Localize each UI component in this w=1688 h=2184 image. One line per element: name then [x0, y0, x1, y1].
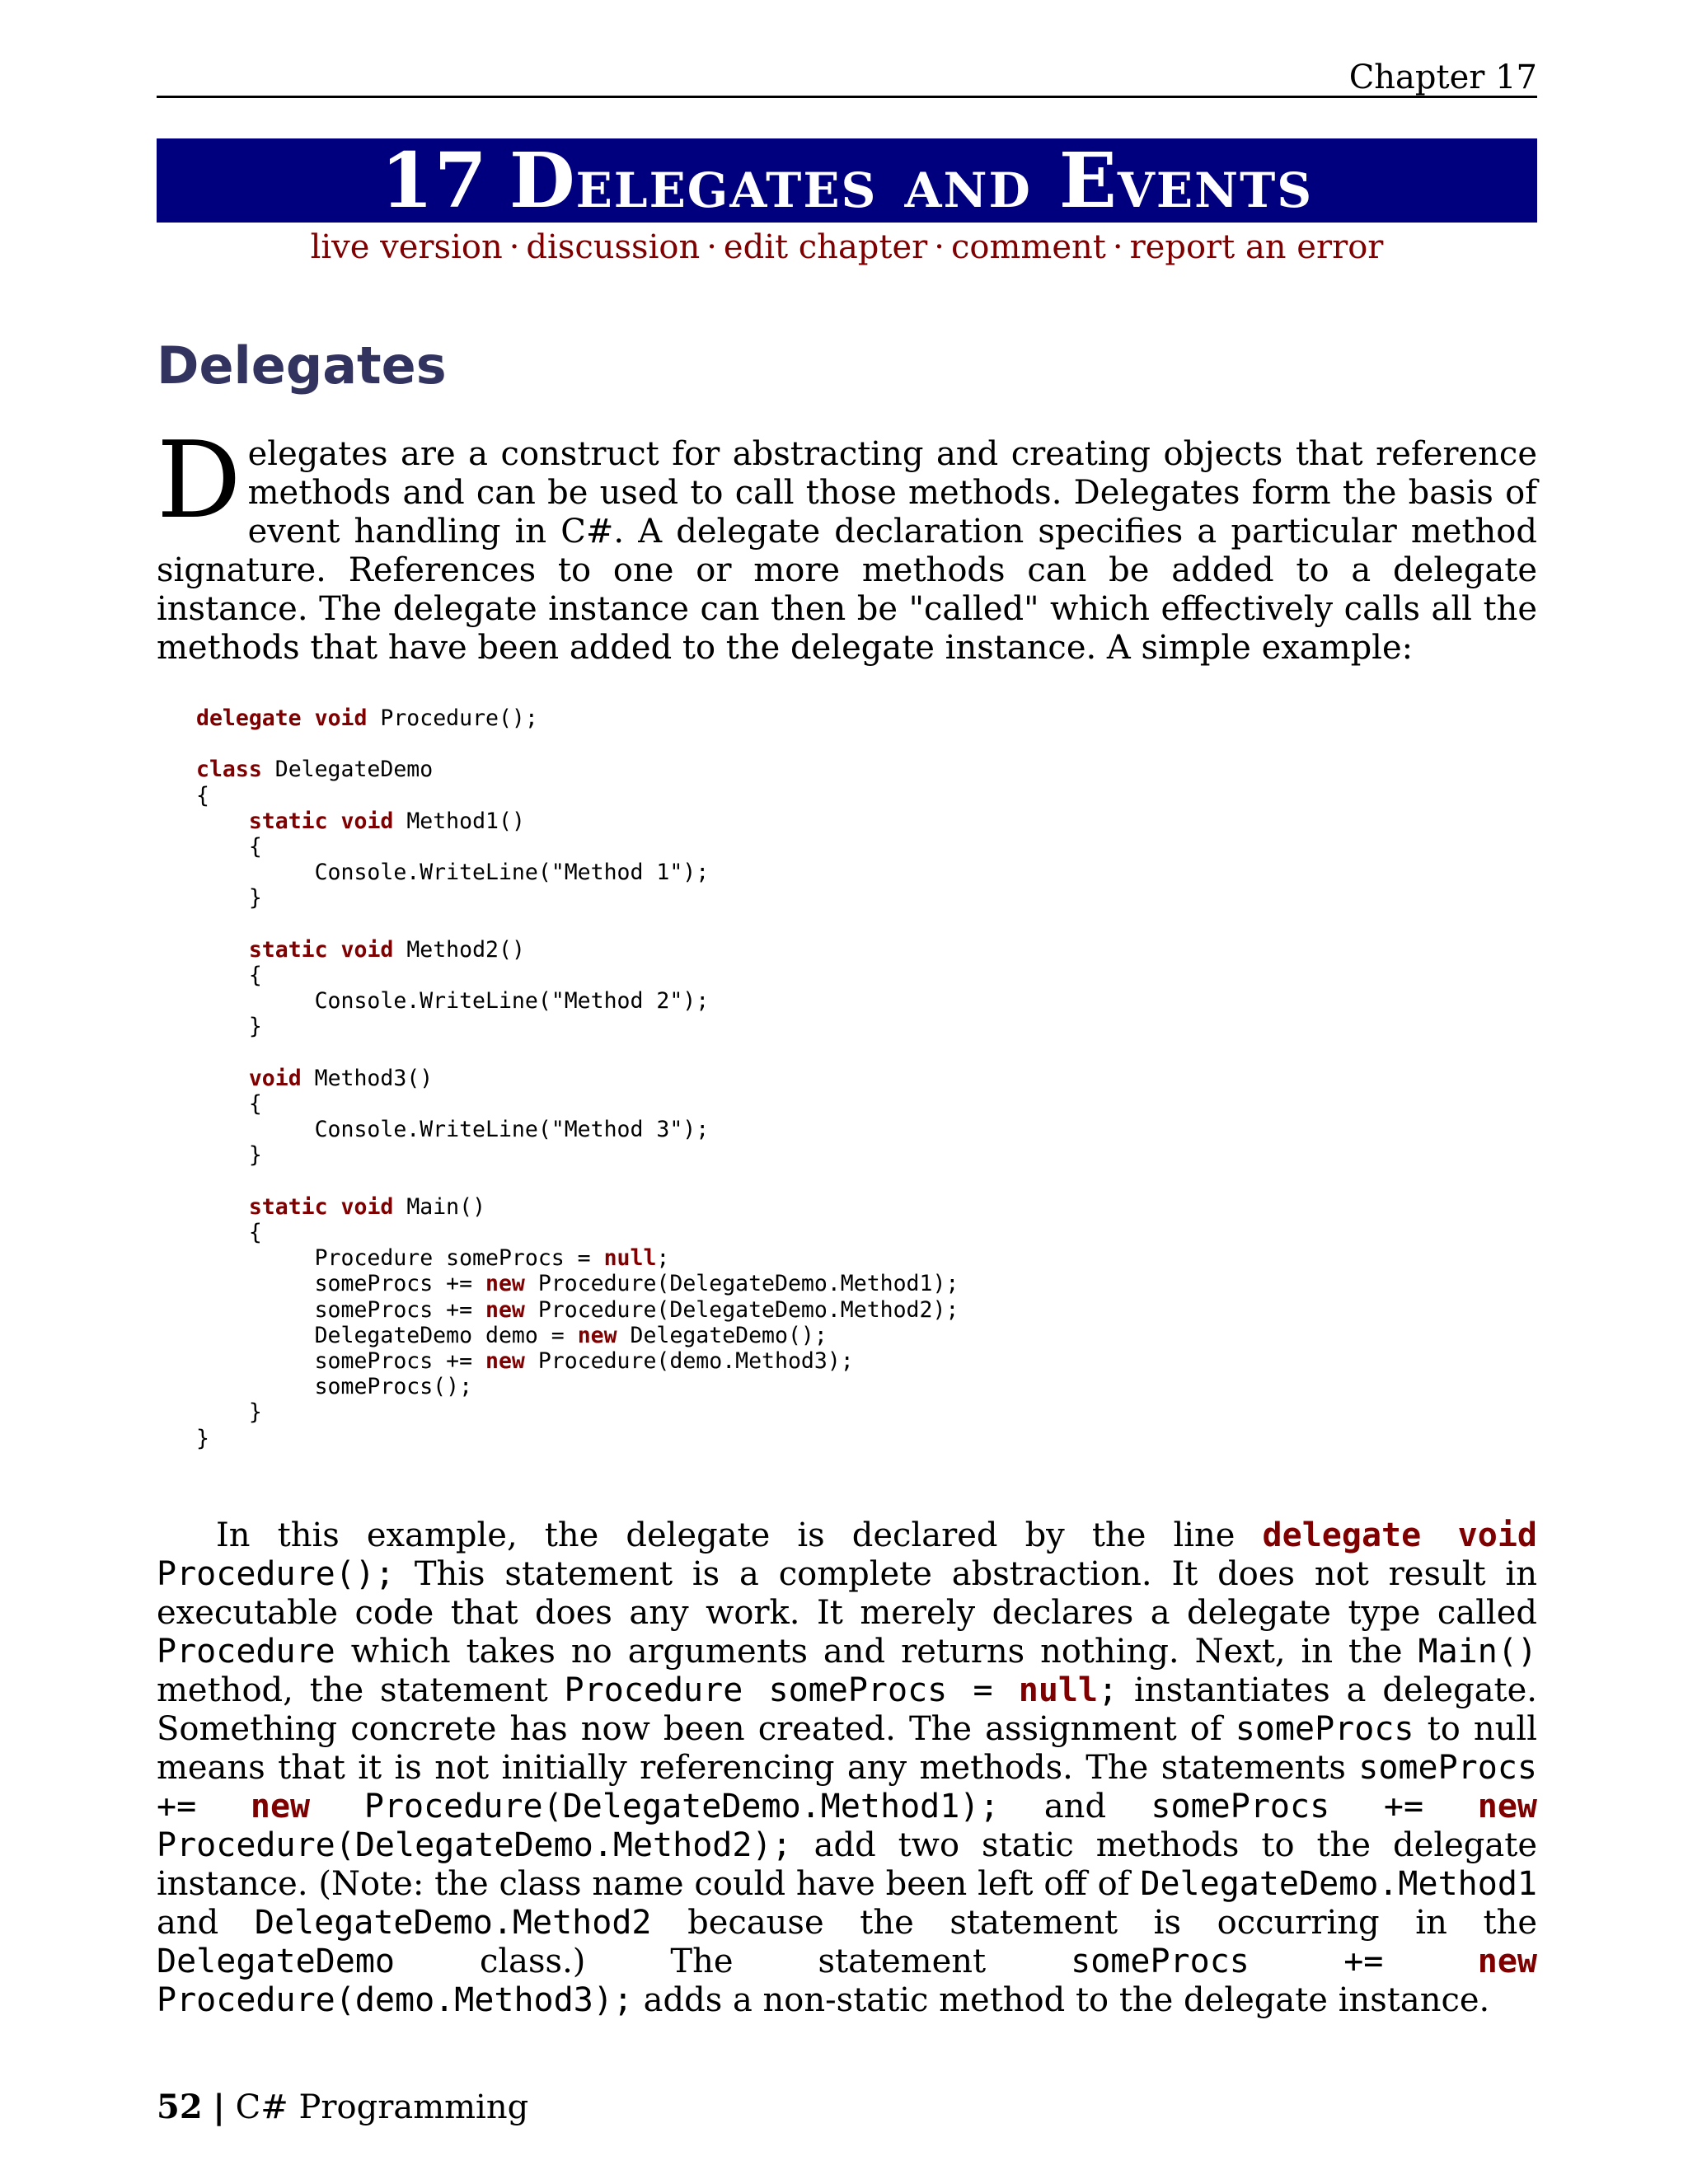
code-text: Procedure someProcs = — [196, 1245, 604, 1272]
page-footer — [157, 2087, 528, 2128]
code-line — [196, 860, 709, 885]
link-discussion[interactable]: discussion — [526, 228, 701, 266]
footer-separator: | — [213, 2088, 225, 2126]
inline-code: someProcs += — [1151, 1788, 1478, 1825]
code-line — [196, 1091, 262, 1117]
code-text: ; — [656, 1245, 670, 1272]
code-line — [196, 1194, 485, 1220]
code-line — [196, 1297, 959, 1323]
body-text: method, the statement — [157, 1671, 565, 1709]
code-text: } — [196, 1014, 262, 1040]
running-header: Chapter 17 — [1348, 59, 1537, 96]
code-line — [196, 783, 209, 808]
link-separator: · — [509, 228, 520, 266]
code-text — [196, 937, 249, 963]
code-text: { — [196, 1220, 262, 1246]
link-live-version[interactable]: live version — [310, 228, 503, 266]
code-keyword: new — [485, 1348, 525, 1375]
body-text: instantiates a delegate. Something concrete has now been created. The assignment of — [157, 1671, 1538, 1748]
code-text: { — [196, 963, 262, 989]
code-line — [196, 705, 538, 731]
inline-code: DelegateDemo — [157, 1943, 395, 1980]
intro-text: elegates are a construct for abstracting and creating objects that reference methods and can be used to call those methods. Delegates form the basis of event handling in C#. A delegate declaration specifies a particular method signature. References to one or more methods can be added to a delegate instance. The delegate instance can then be "called" which effectively calls all the methods that have been added to the delegate instance. A simple example: — [157, 435, 1537, 667]
code-line — [196, 937, 525, 963]
code-keyword: void — [340, 808, 394, 834]
link-separator: · — [1112, 228, 1123, 266]
inline-code: Procedure(DelegateDemo.Method2); — [157, 1826, 792, 1864]
code-text: Console.WriteLine("Method 2"); — [196, 988, 710, 1015]
body-text: In this example, the delegate is declared by the line — [216, 1516, 1263, 1554]
inline-code: DelegateDemo.Method2 — [254, 1904, 652, 1942]
code-keyword: void — [340, 936, 394, 963]
code-line — [196, 1245, 669, 1271]
link-comment[interactable]: comment — [950, 228, 1106, 266]
inline-code: DelegateDemo.Method1 — [1140, 1865, 1537, 1903]
inline-code: Procedure someProcs = — [564, 1671, 1019, 1709]
code-keyword: null — [603, 1245, 657, 1272]
body-text: This statement is a complete abstraction. It does not result in executable code that does any work. It merely declares a delegate type called — [157, 1555, 1537, 1632]
code-text: DelegateDemo demo = — [196, 1322, 578, 1348]
drop-cap: D — [157, 419, 241, 542]
link-separator: · — [934, 228, 945, 266]
code-line — [196, 963, 262, 988]
code-line — [196, 1014, 262, 1039]
code-line — [196, 885, 262, 911]
code-text — [302, 705, 315, 731]
code-line — [196, 1426, 209, 1451]
code-text: } — [196, 1425, 209, 1451]
code-text — [328, 1194, 341, 1220]
code-line — [196, 1323, 828, 1348]
inline-keyword: new — [1477, 1788, 1537, 1825]
code-line — [196, 834, 262, 860]
code-line — [196, 1374, 472, 1399]
inline-code: Procedure(DelegateDemo.Method1); — [310, 1788, 1000, 1825]
code-keyword: void — [340, 1193, 394, 1220]
code-text: { — [196, 782, 209, 808]
code-text: Method2() — [393, 936, 525, 963]
code-text: Procedure(); — [367, 705, 538, 731]
chapter-number: 17 — [380, 136, 488, 225]
code-keyword: new — [577, 1322, 617, 1348]
code-text — [196, 808, 249, 834]
inline-keyword: new — [250, 1788, 311, 1825]
body-text: add two static methods to the delegate instance. (Note: the class name could have been left off of — [157, 1826, 1537, 1903]
inline-code: Procedure(); — [157, 1555, 395, 1593]
code-text: Console.WriteLine("Method 3"); — [196, 1117, 710, 1143]
code-text: Console.WriteLine("Method 1"); — [196, 860, 710, 886]
inline-keyword: null — [1018, 1671, 1099, 1709]
inline-code: someProcs += — [157, 1749, 1537, 1825]
body-text: which takes no arguments and returns nothing. Next, in the — [335, 1633, 1418, 1671]
inline-code: someProcs += — [1071, 1943, 1478, 1980]
code-line — [196, 988, 709, 1014]
code-text: Procedure(demo.Method3); — [524, 1348, 854, 1375]
link-report-an-error[interactable]: report an error — [1129, 228, 1384, 266]
code-keyword: new — [485, 1271, 525, 1297]
code-text: Procedure(DelegateDemo.Method1); — [524, 1271, 959, 1297]
code-line — [196, 1066, 433, 1091]
inline-code: ; — [1098, 1671, 1118, 1709]
code-line — [196, 1117, 709, 1142]
code-text: } — [196, 885, 262, 912]
inline-code: Main() — [1418, 1633, 1537, 1671]
code-text: DelegateDemo — [261, 757, 434, 783]
body-text: class.) The statement — [394, 1943, 1071, 1980]
explanation-paragraph — [157, 1516, 1537, 2020]
code-listing — [196, 705, 959, 1451]
code-keyword: void — [248, 1065, 302, 1091]
code-text: } — [196, 1399, 262, 1426]
code-keyword: delegate — [196, 705, 302, 731]
link-separator: · — [706, 228, 717, 266]
code-line — [196, 1220, 262, 1245]
code-text: someProcs += — [196, 1296, 485, 1323]
code-line — [196, 1271, 959, 1296]
page-number: 52 — [157, 2088, 203, 2126]
code-line — [196, 808, 525, 834]
code-keyword: static — [248, 1193, 328, 1220]
body-text: and — [999, 1788, 1151, 1825]
code-text: Method3() — [301, 1065, 434, 1091]
inline-code: Procedure(demo.Method3); — [157, 1981, 633, 2019]
chapter-title-banner — [157, 138, 1537, 223]
code-text — [328, 937, 341, 963]
chapter-title: DELEGATES AND EVENTS — [509, 136, 1314, 225]
header-rule — [157, 96, 1537, 98]
intro-paragraph — [157, 419, 1537, 668]
code-keyword: static — [248, 808, 328, 834]
code-text — [196, 1066, 249, 1091]
section-heading: Delegates — [157, 335, 447, 396]
body-text: and — [157, 1904, 255, 1942]
body-text: to null means that it is not initially referencing any methods. The statements — [157, 1710, 1537, 1787]
body-text: adds a non-static method to the delegate instance. — [632, 1981, 1490, 2019]
code-keyword: new — [485, 1296, 525, 1323]
code-text: Procedure(DelegateDemo.Method2); — [524, 1296, 959, 1323]
code-text: DelegateDemo(); — [617, 1322, 828, 1348]
code-text: { — [196, 834, 262, 860]
chapter-links — [157, 226, 1537, 269]
code-text: someProcs(); — [196, 1374, 473, 1400]
code-line — [196, 1399, 262, 1425]
code-keyword: void — [314, 705, 368, 731]
code-text: Method1() — [393, 808, 525, 834]
code-text: someProcs += — [196, 1348, 485, 1375]
inline-code: someProcs — [1235, 1710, 1414, 1748]
code-text: } — [196, 1142, 262, 1169]
code-text: Main() — [393, 1193, 486, 1220]
code-text — [328, 808, 341, 834]
code-text — [196, 1194, 249, 1220]
inline-keyword: new — [1477, 1943, 1537, 1980]
code-keyword: class — [196, 757, 262, 783]
code-keyword: static — [248, 936, 328, 963]
book-title: C# Programming — [235, 2088, 529, 2126]
link-edit-chapter[interactable]: edit chapter — [723, 228, 928, 266]
code-line — [196, 757, 433, 782]
inline-keyword: delegate void — [1262, 1516, 1537, 1554]
inline-code: Procedure — [157, 1633, 335, 1671]
body-text: because the statement is occurring in the — [651, 1904, 1537, 1942]
code-text: { — [196, 1091, 262, 1118]
code-line — [196, 1348, 854, 1374]
code-text: someProcs += — [196, 1271, 485, 1297]
code-line — [196, 1142, 262, 1168]
